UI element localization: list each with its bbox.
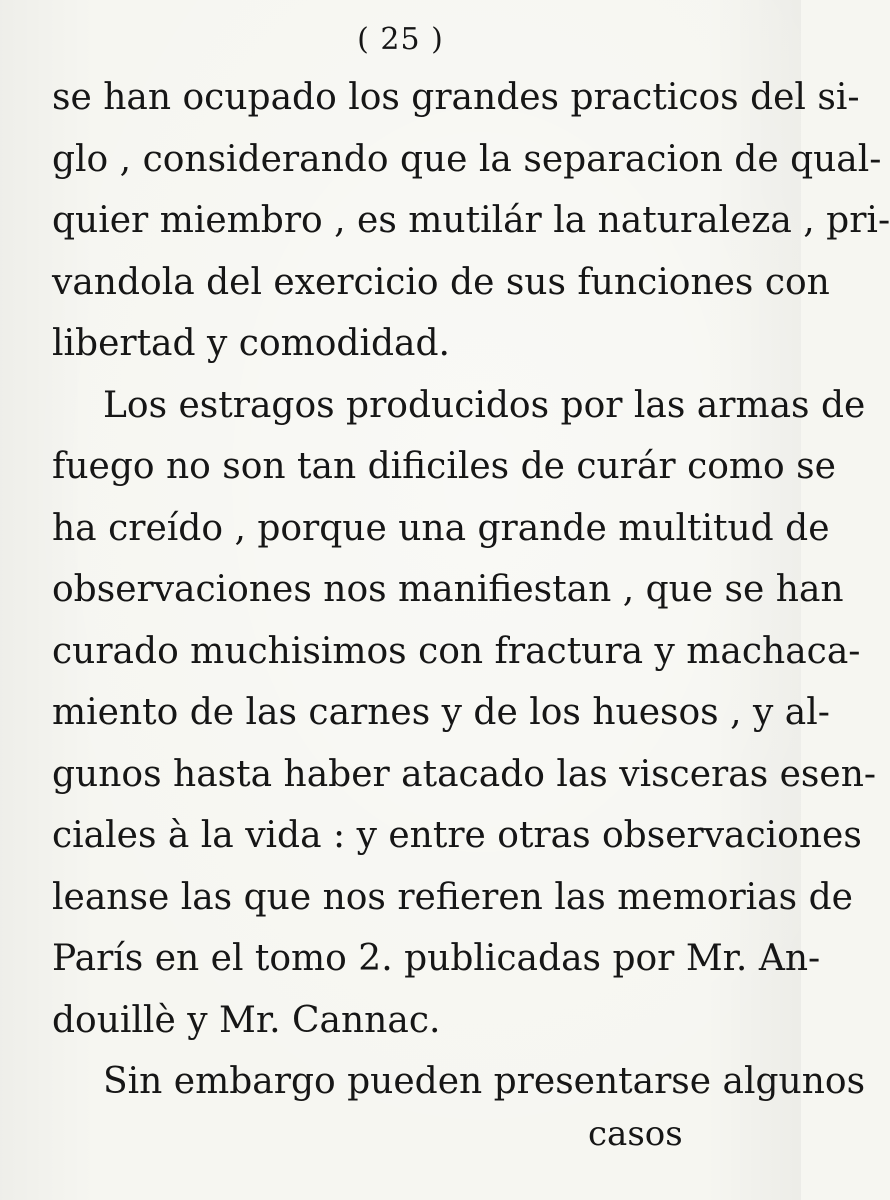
text-line: ha creído , porque una grande multitud de	[52, 507, 830, 549]
text-line: Los estragos producidos por las armas de	[103, 384, 866, 426]
text-line: observaciones nos manifiestan , que se han	[52, 569, 844, 610]
text-line: gunos hasta haber atacado las visceras esen-	[52, 753, 877, 795]
text-line: vandola del exercicio de sus funciones con	[52, 261, 830, 303]
text-line: glo , considerando que la separacion de qual-	[52, 138, 882, 180]
text-line: Sin embargo pueden presentarse algunos	[103, 1061, 866, 1102]
text-line: París en el tomo 2. publicadas por Mr. An-	[52, 938, 821, 979]
text-line: leanse las que nos refieren las memorias de	[52, 876, 853, 918]
text-line: miento de las carnes y de los huesos , y al-	[52, 692, 830, 733]
text-line: se han ocupado los grandes practicos del si-	[52, 77, 860, 118]
text-line: fuego no son tan dificiles de curár como se	[52, 446, 836, 487]
text-line: ciales à la vida : y entre otras observaciones	[52, 815, 862, 856]
catchword: casos	[588, 1113, 683, 1154]
text-line: libertad y comodidad.	[52, 323, 450, 364]
text-line: quier miembro , es mutilár la naturaleza , pri-	[52, 200, 890, 241]
page-number: ( 25 )	[357, 22, 444, 57]
text-line: curado muchisimos con fractura y machaca-	[52, 630, 861, 672]
text-line: douillè y Mr. Cannac.	[52, 999, 441, 1041]
